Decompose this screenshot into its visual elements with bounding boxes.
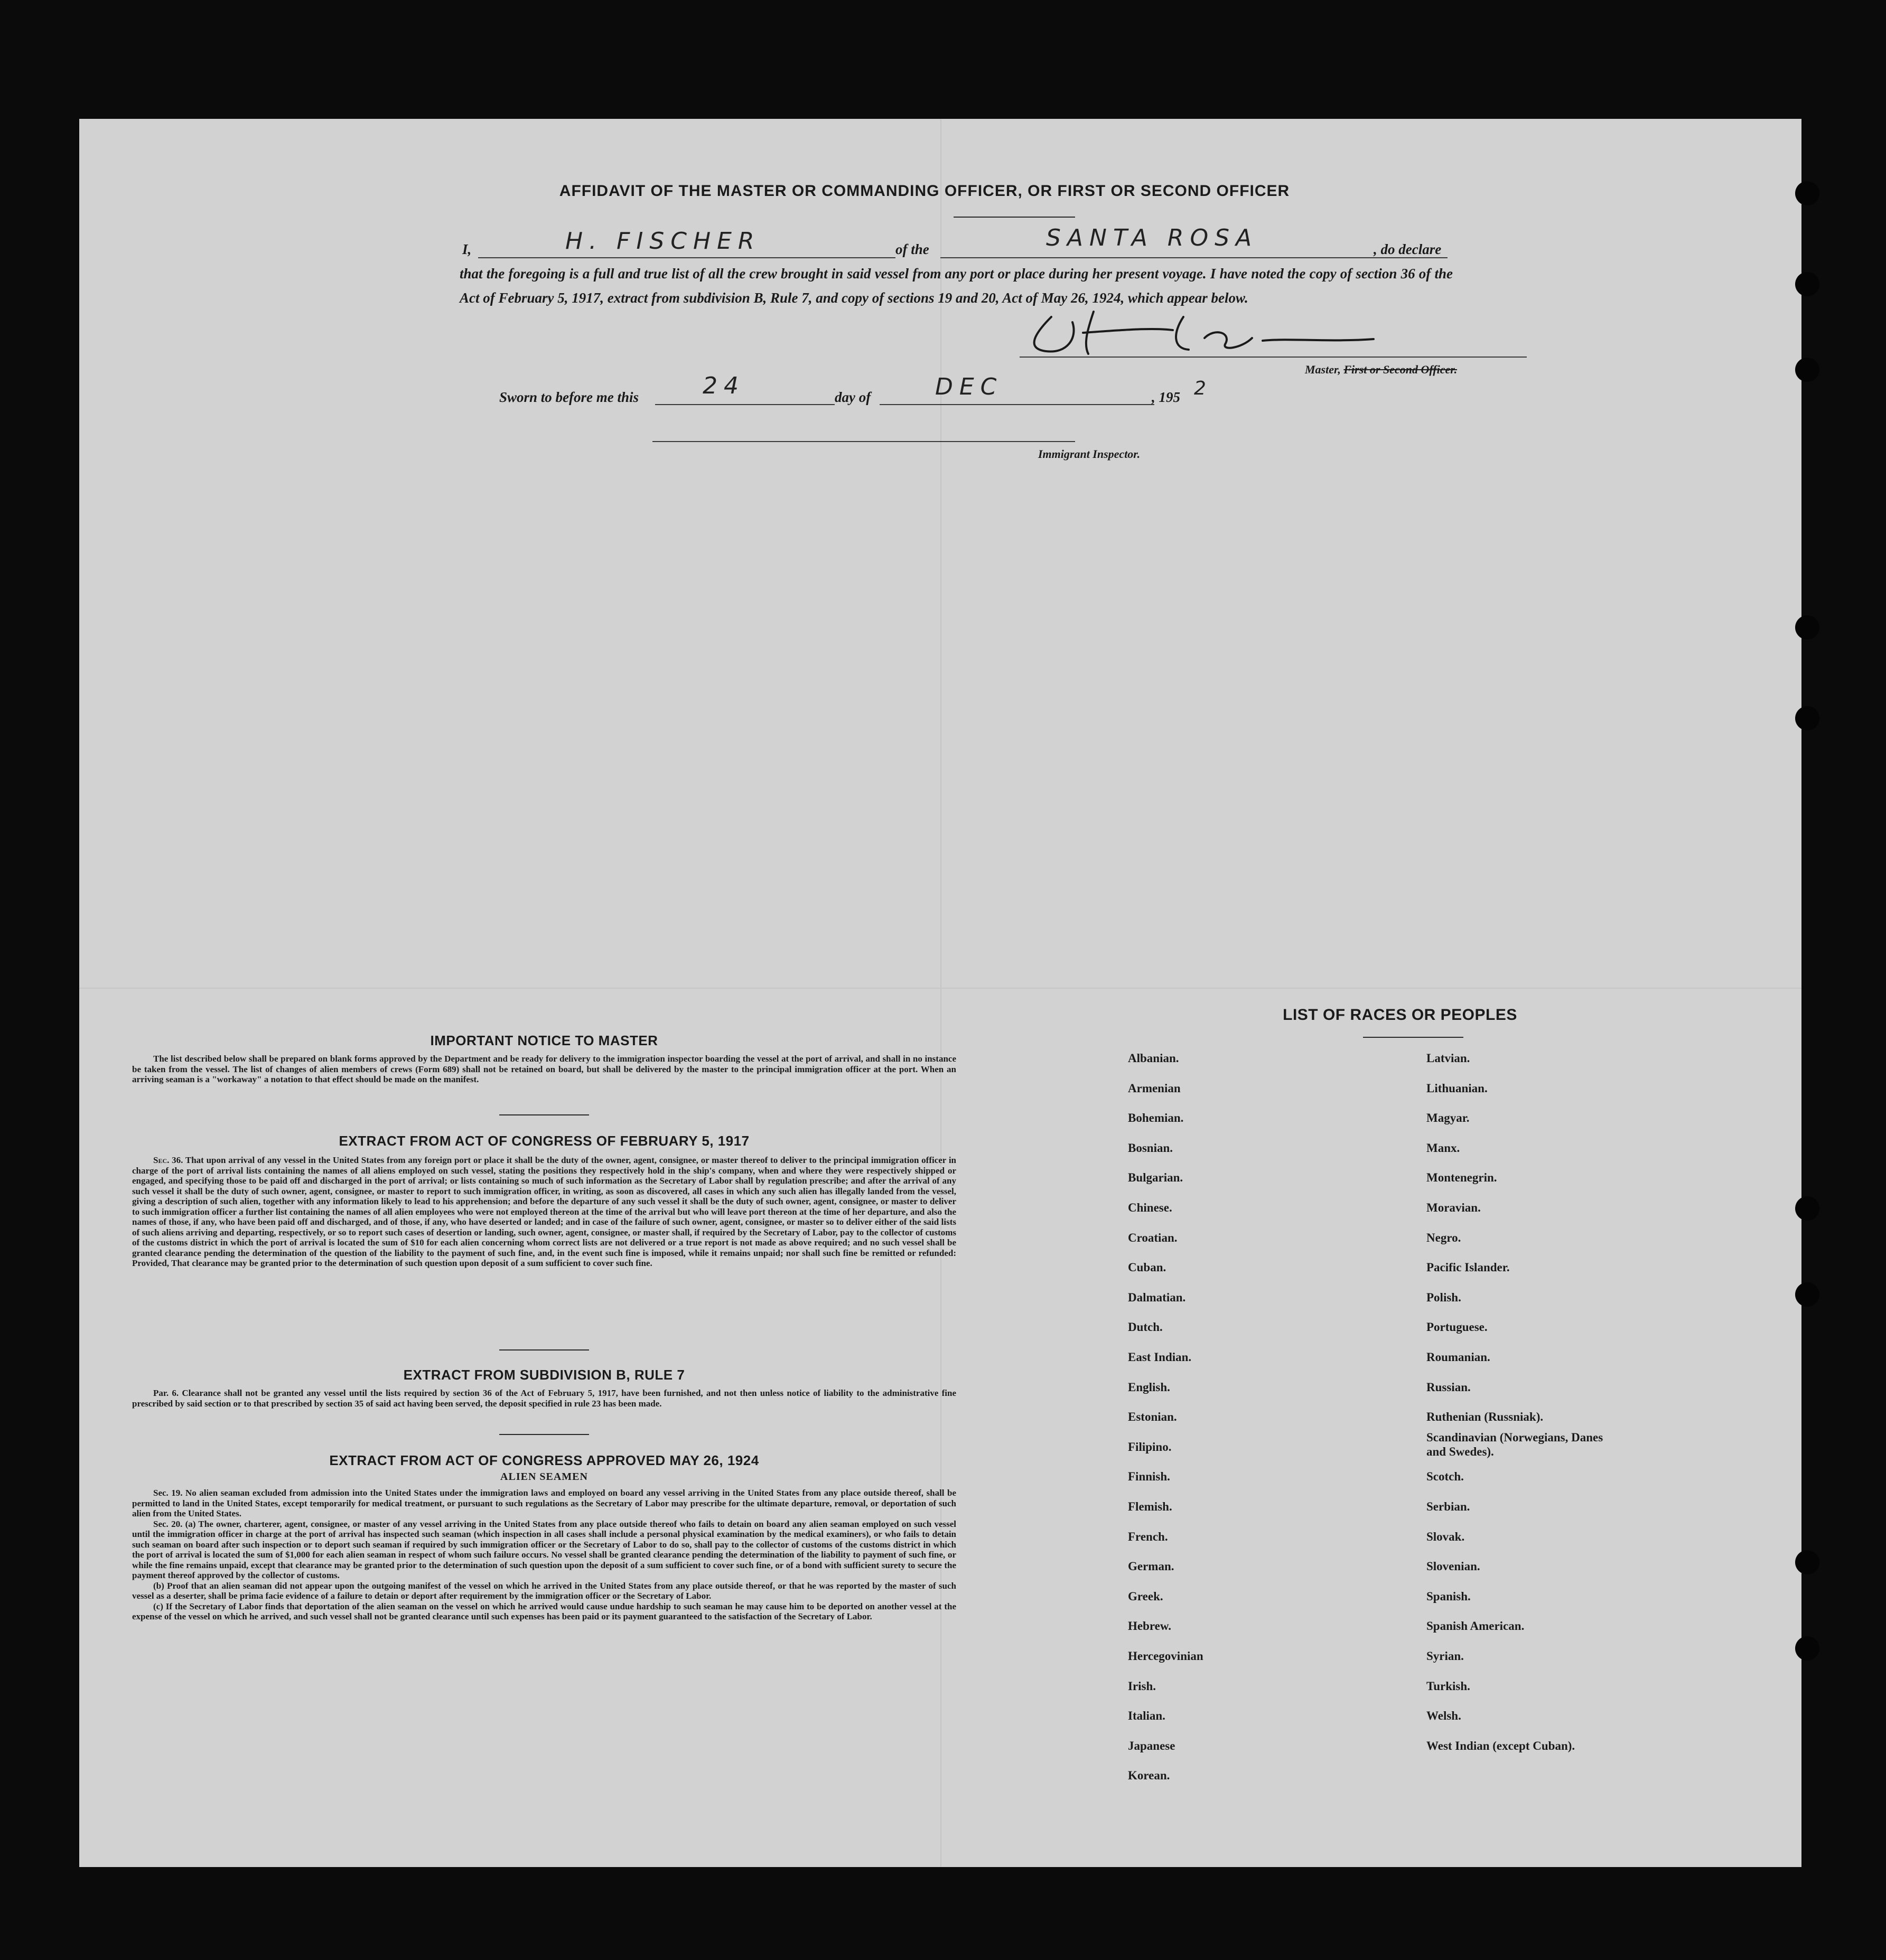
year-prefix: , 195: [1152, 389, 1180, 405]
race-item: Negro.: [1426, 1231, 1461, 1244]
sec-36-label: Sec. 36.: [153, 1155, 183, 1165]
race-item: Greek.: [1128, 1589, 1163, 1603]
extract-rule7-body: Par. 6. Clearance shall not be granted any vessel until the lists required by section 36 of the Act of February 5, 1917, have been furnished, and not then unless notice of liability to the administrative fine prescribed by said section or to that prescribed by section 35 of said act having been served, the deposit specified in rule 23 has been made.: [132, 1388, 956, 1409]
race-item: Spanish.: [1426, 1589, 1471, 1603]
race-item: East Indian.: [1128, 1351, 1192, 1364]
race-item: Bohemian.: [1128, 1111, 1184, 1125]
sworn-month: DEC: [935, 373, 1003, 400]
notice-title: IMPORTANT NOTICE TO MASTER: [430, 1033, 658, 1048]
race-item: Serbian.: [1426, 1500, 1470, 1513]
punch-hole: [1795, 1196, 1819, 1221]
punch-hole: [1795, 358, 1819, 382]
race-item: Spanish American.: [1426, 1619, 1525, 1633]
race-item: Estonian.: [1128, 1410, 1177, 1424]
race-item: Manx.: [1426, 1141, 1460, 1155]
punch-hole: [1795, 615, 1819, 640]
affidavit-title: AFFIDAVIT OF THE MASTER OR COMMANDING OFFICER, OR FIRST OR SECOND OFFICER: [559, 182, 1290, 200]
name-line: [478, 257, 895, 258]
race-item: Montenegrin.: [1426, 1171, 1497, 1185]
master-title-label: Master, First or Second Officer.: [1305, 363, 1458, 376]
of-the-label: of the: [895, 241, 929, 257]
race-item: Roumanian.: [1426, 1351, 1490, 1364]
extract-rule7-title: EXTRACT FROM SUBDIVISION B, RULE 7: [403, 1367, 685, 1383]
race-item: German.: [1128, 1560, 1174, 1573]
race-item: Slovak.: [1426, 1530, 1465, 1543]
struck-officer-label: First or Second Officer.: [1343, 363, 1458, 376]
signature-line: [1020, 357, 1527, 358]
race-item: Cuban.: [1128, 1261, 1166, 1274]
race-item: Magyar.: [1426, 1111, 1470, 1125]
race-item: Dutch.: [1128, 1320, 1163, 1334]
race-item: Polish.: [1426, 1290, 1461, 1304]
race-item: Welsh.: [1426, 1709, 1461, 1723]
notice-body: The list described below shall be prepared on blank forms approved by the Department and be ready for delivery to the immigration inspector boarding the vessel at the port of arrival, and shall in no instance be taken from the vessel. The list of changes of alien members of crews (Form 689) shall not be retained on board, but shall be delivered by the master to the principal immigration officer at the port. When an arriving seaman is a "workaway" a notation to that effect should be made on the manifest.: [132, 1054, 956, 1084]
race-item: Japanese: [1128, 1739, 1175, 1752]
punch-hole: [1795, 1550, 1819, 1574]
inspector-line: [652, 441, 1075, 442]
fold-crease-horizontal: [79, 988, 1801, 989]
section-rule: [499, 1349, 589, 1351]
title-rule: [954, 217, 1075, 218]
punch-hole: [1795, 181, 1819, 205]
race-item: Ruthenian (Russniak).: [1426, 1410, 1544, 1424]
race-item: West Indian (except Cuban).: [1426, 1739, 1575, 1752]
race-item: Russian.: [1426, 1380, 1471, 1394]
extract-1924-title: EXTRACT FROM ACT OF CONGRESS APPROVED MAY 26, 1924: [329, 1452, 759, 1468]
race-item: Chinese.: [1128, 1201, 1172, 1214]
declaration-text: that the foregoing is a full and true list of all the crew brought in said vessel from any port or place during her present voyage. I have noted the copy of section 36 of the Act of February 5, 1917, extract from subdivision B, Rule 7, and copy of sections 19 and 20, Act of May 26, 1924, which appear below.: [460, 266, 1453, 306]
race-item: Moravian.: [1426, 1201, 1481, 1214]
race-item: Portuguese.: [1426, 1320, 1488, 1334]
master-name: H. FISCHER: [565, 228, 761, 255]
vessel-line: [940, 257, 1448, 258]
race-item: Slovenian.: [1426, 1560, 1480, 1573]
extract-1917-body: Sec. 36. That upon arrival of any vessel in the United States from any foreign port or place it shall be the duty of the owner, agent, consignee, or master thereof to deliver to the principal immigration officer in charge of the port of arrival lists containing the names of all aliens employed on such vessel, stating the positions they respectively hold in the ship's company, when and where they were respectively shipped or engaged, and specifying those to be paid off and discharged in the port of arrival; or lists containing so much of such information as the Secretary of Labor shall by regulation prescribe; and after the arrival of any such vessel it shall be the duty of such owner, agent, consignee, or master to report to such immigration officer, in writing, as soon as discovered, all cases in which any such alien has illegally landed from the vessel, giving a description of such alien, together with any information likely to lead to his apprehension; and before the departure of any such vessel it shall be the duty of such owner, agent, consignee, or master to deliver to such immigration officer a further list containing the names of all alien employees who were not employed thereon at the time of the arrival but who will leave port thereon at the time of her departure, and also the names of those, if any, who have been paid off and discharged, and of those, if any, who have deserted or landed; and in case of the failure of such owner, agent, consignee, or master so to deliver either of the said lists of such aliens arriving and departing, respectively, or so to report such cases of desertion or landing, such owner, agent, consignee, or master shall, if required by the Secretary of Labor, pay to the collector of customs of the customs district in which the port of arrival is located the sum of $10 for each alien concerning whom correct lists are not delivered or a true report is not made as above required; and no such vessel shall be granted clearance pending the determination of the question of the liability to the payment of such fine, and, in the event such fine is imposed, while it remains unpaid; nor shall such fine be remitted or refunded: Provided, That clearance may be granted prior to the determination of such question upon deposit of a sum sufficient to cover such fine.: [132, 1155, 956, 1268]
race-item: Croatian.: [1128, 1231, 1178, 1244]
race-item: Bulgarian.: [1128, 1171, 1183, 1185]
alien-seamen-subtitle: ALIEN SEAMEN: [500, 1471, 588, 1483]
do-declare-label: , do declare: [1374, 241, 1442, 257]
race-item: Armenian: [1128, 1081, 1181, 1095]
i-label: I,: [462, 241, 472, 257]
section-rule: [499, 1434, 589, 1435]
punch-hole: [1795, 1282, 1819, 1307]
race-item: Irish.: [1128, 1679, 1156, 1693]
section-rule: [499, 1114, 589, 1115]
race-item: Italian.: [1128, 1709, 1165, 1723]
races-title: LIST OF RACES OR PEOPLES: [1283, 1006, 1517, 1024]
vessel-name: SANTA ROSA: [1046, 224, 1258, 251]
race-item: Syrian.: [1426, 1649, 1464, 1663]
race-item: Pacific Islander.: [1426, 1261, 1510, 1274]
sworn-day: 24: [703, 372, 745, 399]
extract-1917-title: EXTRACT FROM ACT OF CONGRESS OF FEBRUARY 5, 1917: [339, 1133, 750, 1149]
punch-hole: [1795, 272, 1819, 296]
year-handwritten: 2: [1194, 378, 1212, 399]
extract-1924-body: Sec. 19. No alien seaman excluded from admission into the United States under the immigration laws and employed on board any vessel arriving in the United States from any place outside thereof, shall be permitted to land in the United States, except temporarily for medical treatment, or pursuant to such regulations as the Secretary of Labor may prescribe for the ultimate departure, removal, or deportation of such alien from the United States. Sec. 20. (a) The owner, charterer, agent, consignee, or master of any vessel arriving in the United States from any place outside thereof who fails to detain on board any alien seaman employed on such vessel until the immigration officer in charge at the port of arrival has inspected such seaman (which inspection in all cases shall include a personal physical examination by the medical examiners), or who fails to detain such seaman on board after such inspection or to deport such seaman if required by such immigration officer or the Secretary of Labor to do so, shall pay to the collector of customs of the customs district in which the port of arrival is located the sum of $1,000 for each alien seaman in respect of whom such failure occurs. No vessel shall be granted clearance pending the determination of the liability to payment of such fine, or while the fine remains unpaid, except that clearance may be granted prior to the determination of such question upon the deposit of a sum sufficient to cover such fine, or of a bond with sufficient surety to secure the payment thereof approved by the collector of customs. (b) Proof that an alien seaman did not appear upon the outgoing manifest of the vessel on which he arrived in the United States from any place outside thereof, or that he was reported by the master of such vessel as a deserter, shall be prima facie evidence of a failure to detain or deport after requirement by the immigration officer or the Secretary of Labor. (c) If the Secretary of Labor finds that deportation of the alien seaman on the vessel on which he arrived would cause undue hardship to such seaman he may cause him to be deported on another vessel at the expense of the vessel on which he arrived, and such vessel shall not be granted clearance until such expenses has been paid or its payment guaranteed to the satisfaction of the Secretary of Labor.: [132, 1488, 956, 1621]
race-item: Dalmatian.: [1128, 1290, 1186, 1304]
inspector-label: Immigrant Inspector.: [1038, 447, 1141, 461]
race-item: Hebrew.: [1128, 1619, 1171, 1633]
race-item: Filipino.: [1128, 1440, 1172, 1453]
race-item: Hercegovinian: [1128, 1649, 1203, 1663]
race-item: Scotch.: [1426, 1470, 1464, 1484]
race-item: Lithuanian.: [1426, 1081, 1488, 1095]
day-line: [655, 404, 835, 405]
race-item: Flemish.: [1128, 1500, 1172, 1513]
sworn-label: Sworn to before me this: [499, 389, 639, 405]
month-line: [880, 404, 1154, 405]
race-item: Latvian.: [1426, 1052, 1470, 1065]
race-item: English.: [1128, 1380, 1170, 1394]
race-item: Korean.: [1128, 1769, 1170, 1783]
document-page: [79, 119, 1801, 1867]
signature: [1014, 301, 1395, 359]
punch-hole: [1795, 706, 1819, 730]
day-of-label: day of: [835, 389, 871, 405]
race-item: Bosnian.: [1128, 1141, 1173, 1155]
race-item: Finnish.: [1128, 1470, 1170, 1484]
punch-hole: [1795, 1636, 1819, 1661]
race-item: Scandinavian (Norwegians, Danes and Swedes).: [1426, 1430, 1603, 1458]
races-title-rule: [1363, 1037, 1463, 1038]
race-item: Albanian.: [1128, 1052, 1179, 1065]
race-item: French.: [1128, 1530, 1168, 1543]
race-item: Turkish.: [1426, 1679, 1470, 1693]
